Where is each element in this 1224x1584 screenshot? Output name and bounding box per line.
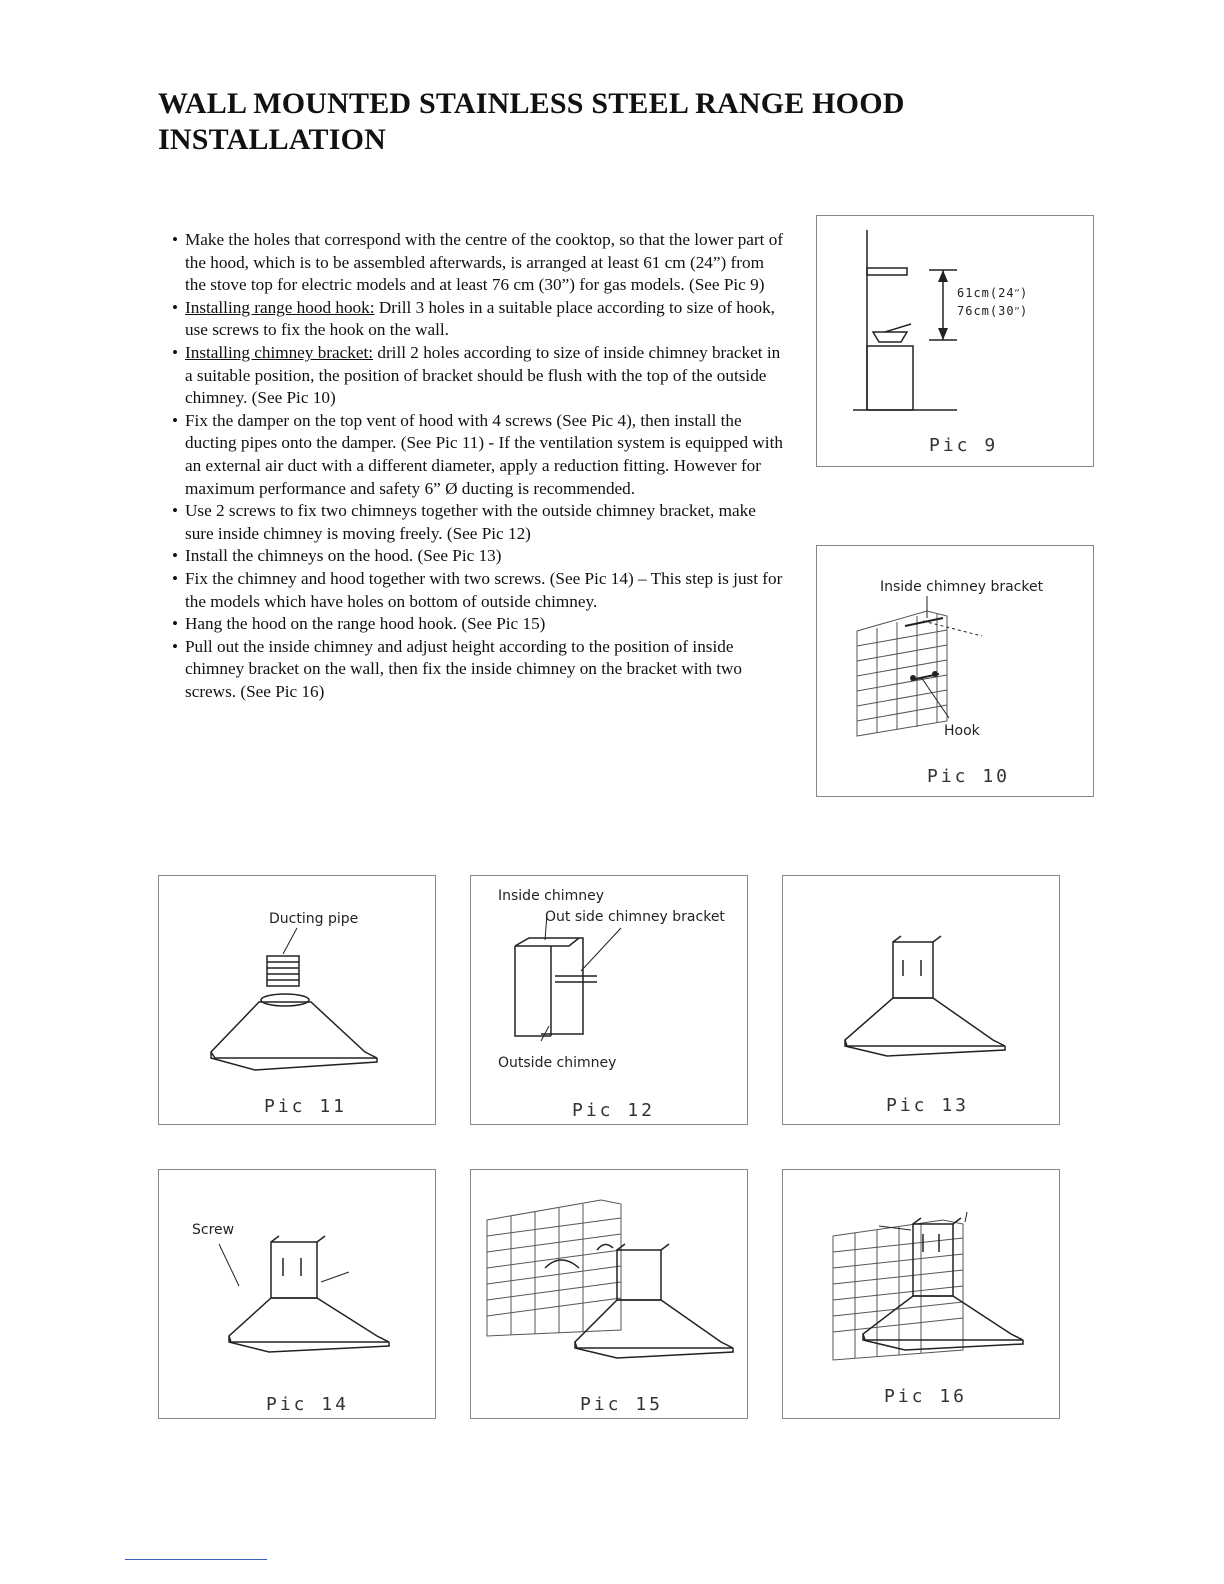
final-assembly-drawing — [783, 1170, 1059, 1418]
label-screw: Screw — [192, 1222, 235, 1238]
hood-with-chimney-drawing — [783, 876, 1059, 1124]
label-outside-chimney: Outside chimney — [498, 1055, 617, 1071]
label-hook: Hook — [944, 723, 980, 739]
pic-11-caption: Pic 11 — [264, 1096, 348, 1117]
pic-10-figure — [816, 545, 1094, 797]
step-item: • Hang the hood on the range hood hook. (See Pic 15) — [172, 613, 788, 636]
step-item: • Installing range hood hook: Drill 3 holes in a suitable place according to size of hook, use screws to fix the hook on the wall. — [172, 297, 788, 342]
pic-16-figure — [782, 1169, 1060, 1419]
pic-9-figure — [816, 215, 1094, 467]
hood-screw-drawing — [159, 1170, 435, 1418]
step-heading: Installing range hood hook: — [185, 297, 375, 317]
pic-16-caption: Pic 16 — [884, 1386, 968, 1407]
label-inside-chimney: Inside chimney — [498, 888, 605, 904]
step-item: • Use 2 screws to fix two chimneys together with the outside chimney bracket, make sure inside chimney is moving freely. (See Pic 12) — [172, 500, 788, 545]
pic-15-caption: Pic 15 — [580, 1394, 664, 1415]
page-title-line1: WALL MOUNTED STAINLESS STEEL RANGE HOOD — [158, 87, 905, 120]
pic-14-caption: Pic 14 — [266, 1394, 350, 1415]
label-inside-chimney-bracket: Inside chimney bracket — [880, 579, 1044, 595]
pic-13-figure — [782, 875, 1060, 1125]
step-item: • Install the chimneys on the hood. (See Pic 13) — [172, 545, 788, 568]
hang-hood-drawing — [471, 1170, 747, 1418]
step-item: • Installing chimney bracket: drill 2 holes according to size of inside chimney bracket in a suitable position, the position of bracket should be flush with the top of the outside chimney. (See Pic 10) — [172, 342, 788, 410]
page-title — [158, 86, 1058, 158]
pic-12-caption: Pic 12 — [572, 1100, 656, 1121]
step-item: • Pull out the inside chimney and adjust height according to the position of inside chimney bracket on the wall, then fix the inside chimney on the bracket with two screws. (See Pic 16) — [172, 636, 788, 704]
footer-divider — [125, 1559, 267, 1560]
page-title-line2: INSTALLATION — [158, 123, 387, 156]
pic-13-caption: Pic 13 — [886, 1095, 970, 1116]
step-heading: Installing chimney bracket: — [185, 342, 374, 362]
pic-14-figure — [158, 1169, 436, 1419]
step-item: • Fix the chimney and hood together with two screws. (See Pic 14) – This step is just for the models which have holes on bottom of outside chimney. — [172, 568, 788, 613]
label-outside-chimney-bracket: Out side chimney bracket — [545, 909, 725, 925]
installation-steps — [172, 229, 788, 703]
pic-9-caption: Pic 9 — [929, 435, 999, 456]
dimension-gas: 76cm(30ʺ) — [957, 304, 1029, 318]
pic-10-caption: Pic 10 — [927, 766, 1011, 787]
step-item: • Make the holes that correspond with the centre of the cooktop, so that the lower part of the hood, which is to be assembled afterwards, is arranged at least 61 cm (24”) from the stove top for electric models and at least 76 cm (30”) for gas models. (See Pic 9) — [172, 229, 788, 297]
pic-12-figure — [470, 875, 748, 1125]
dimension-electric: 61cm(24ʺ) — [957, 286, 1029, 300]
pic-15-figure — [470, 1169, 748, 1419]
label-ducting-pipe: Ducting pipe — [269, 911, 359, 927]
step-item: • Fix the damper on the top vent of hood with 4 screws (See Pic 4), then install the ducting pipes onto the damper. (See Pic 11) - If the ventilation system is equipped with an external air duct with a different diameter, apply a reduction fitting. However for maximum performance and safety 6” Ø ducting is recommended. — [172, 410, 788, 500]
pic-11-figure — [158, 875, 436, 1125]
stove-clearance-drawing — [817, 216, 1093, 466]
